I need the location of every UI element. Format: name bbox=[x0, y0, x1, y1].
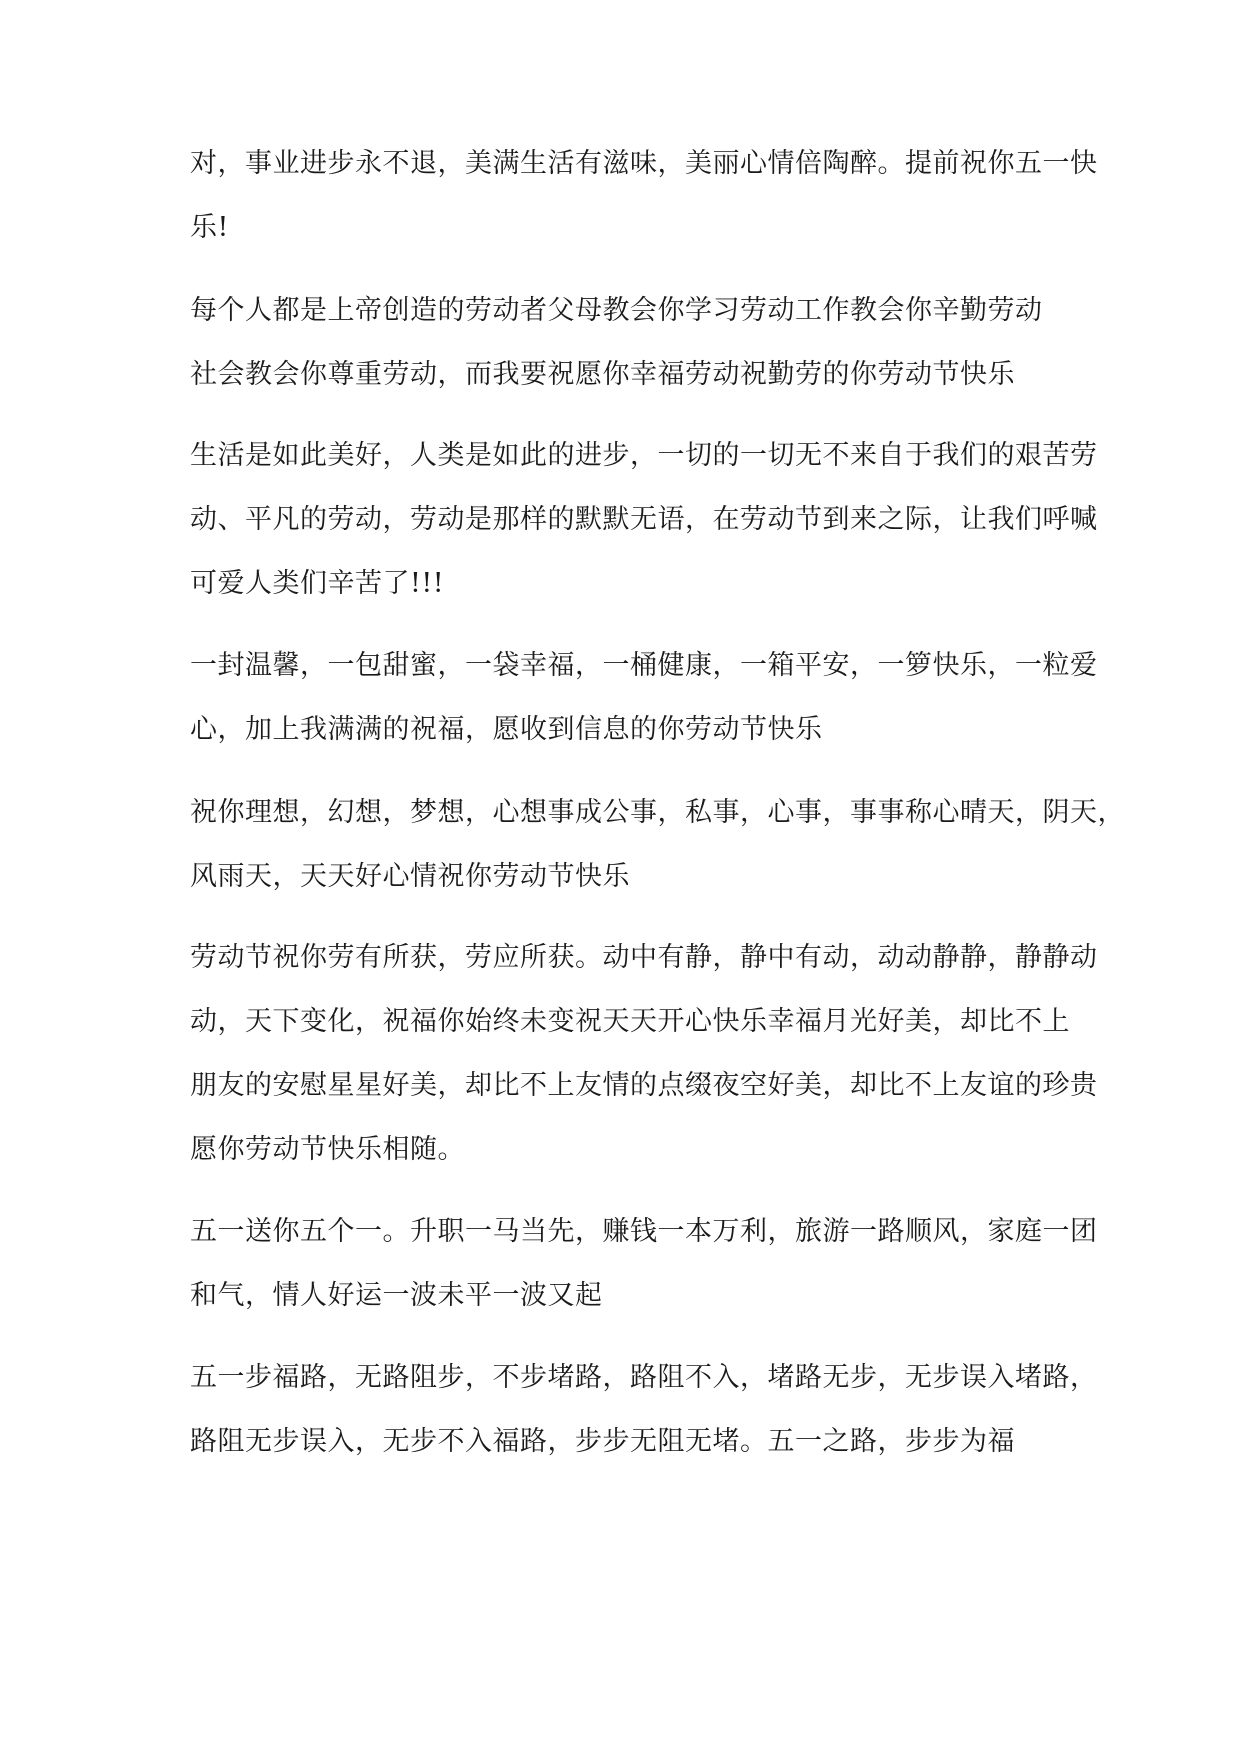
paragraph-line: 一封温馨，一包甜蜜，一袋幸福，一桶健康，一箱平安，一箩快乐，一粒爱 bbox=[190, 650, 1098, 681]
paragraph-line: 五一步福路，无路阻步，不步堵路，路阻不入，堵路无步，无步误入堵路， bbox=[190, 1362, 1098, 1393]
paragraph-line: 心，加上我满满的祝福，愿收到信息的你劳动节快乐 bbox=[190, 714, 823, 745]
paragraph-line: 祝你理想，幻想，梦想，心想事成公事，私事，心事，事事称心晴天，阴天， bbox=[190, 797, 1125, 828]
paragraph-line: 社会教会你尊重劳动，而我要祝愿你幸福劳动祝勤劳的你劳动节快乐 bbox=[190, 359, 1015, 390]
paragraph-3 bbox=[190, 424, 1098, 616]
paragraph-1 bbox=[190, 132, 1098, 260]
paragraph-line: 生活是如此美好，人类是如此的进步，一切的一切无不来自于我们的艰苦劳 bbox=[190, 440, 1098, 471]
paragraph-line: 乐! bbox=[190, 212, 229, 243]
paragraph-line: 可爱人类们辛苦了!!! bbox=[190, 568, 445, 599]
paragraph-line: 路阻无步误入，无步不入福路，步步无阻无堵。五一之路，步步为福 bbox=[190, 1426, 1015, 1457]
paragraph-line: 劳动节祝你劳有所获，劳应所获。动中有静，静中有动，动动静静，静静动 bbox=[190, 942, 1098, 973]
paragraph-line: 风雨天，天天好心情祝你劳动节快乐 bbox=[190, 861, 630, 892]
paragraph-7 bbox=[190, 1200, 1098, 1328]
paragraph-line: 动，天下变化，祝福你始终未变祝天天开心快乐幸福月光好美，却比不上 bbox=[190, 1006, 1070, 1037]
paragraph-line: 五一送你五个一。升职一马当先，赚钱一本万利，旅游一路顺风，家庭一团 bbox=[190, 1216, 1098, 1247]
paragraph-5 bbox=[190, 781, 1125, 909]
paragraph-line: 每个人都是上帝创造的劳动者父母教会你学习劳动工作教会你辛勤劳动 bbox=[190, 295, 1043, 326]
paragraph-2 bbox=[190, 279, 1060, 407]
paragraph-8 bbox=[190, 1346, 1098, 1474]
paragraph-line: 动、平凡的劳动，劳动是那样的默默无语，在劳动节到来之际，让我们呼喊 bbox=[190, 504, 1098, 535]
paragraph-4 bbox=[190, 634, 1098, 762]
paragraph-line: 愿你劳动节快乐相随。 bbox=[190, 1134, 465, 1165]
paragraph-line: 朋友的安慰星星好美，却比不上友情的点缀夜空好美，却比不上友谊的珍贵 bbox=[190, 1070, 1098, 1101]
paragraph-line: 和气，情人好运一波未平一波又起 bbox=[190, 1280, 603, 1311]
paragraph-line: 对，事业进步永不退，美满生活有滋味，美丽心情倍陶醉。提前祝你五一快 bbox=[190, 148, 1098, 179]
paragraph-6 bbox=[190, 926, 1098, 1182]
